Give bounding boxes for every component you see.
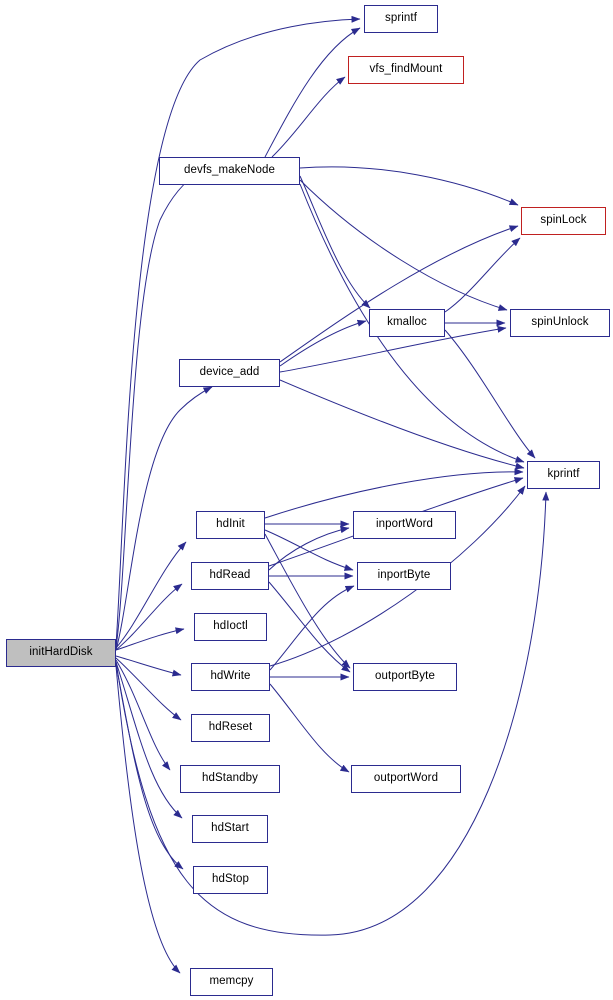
edge-kmalloc-spinLock	[445, 238, 520, 312]
node-hdWrite[interactable]: hdWrite	[191, 663, 270, 691]
node-hdStandby[interactable]: hdStandby	[180, 765, 280, 793]
node-hdStop[interactable]: hdStop	[193, 866, 268, 894]
edge-devfsMakeNode-sprintf	[265, 28, 360, 157]
node-hdRead[interactable]: hdRead	[191, 562, 269, 590]
node-outportByte[interactable]: outportByte	[353, 663, 457, 691]
edge-initHardDisk-hdRead	[116, 584, 182, 650]
node-kprintf[interactable]: kprintf	[527, 461, 600, 489]
edge-initHardDisk-hdStandby	[116, 660, 170, 770]
edge-hdWrite-inportByte	[270, 586, 354, 670]
edge-hdInit-outportByte	[265, 534, 350, 668]
node-sprintf[interactable]: sprintf	[364, 5, 438, 33]
node-hdInit[interactable]: hdInit	[196, 511, 265, 539]
edge-kmalloc-kprintf	[445, 330, 535, 458]
edge-initHardDisk-devfsMakeNode	[116, 172, 200, 648]
edge-hdRead-outportByte	[269, 582, 350, 672]
node-inportByte[interactable]: inportByte	[357, 562, 451, 590]
node-device-add[interactable]: device_add	[179, 359, 280, 387]
edge-initHardDisk-memcpy	[116, 666, 180, 973]
edge-deviceAdd-kmalloc	[280, 321, 366, 366]
edge-hdWrite-outportWord	[270, 684, 349, 772]
edge-initHardDisk-hdInit	[116, 542, 186, 648]
edge-initHardDisk-sprintf	[116, 19, 360, 645]
edge-deviceAdd-kprintf	[280, 380, 524, 468]
edge-devfsMakeNode-spinLock	[300, 167, 518, 205]
node-inportWord[interactable]: inportWord	[353, 511, 456, 539]
node-spinLock[interactable]: spinLock	[521, 207, 606, 235]
edge-devfsMakeNode-vfsFindMount	[272, 77, 345, 157]
edge-hdInit-inportByte	[265, 530, 353, 570]
node-hdStart[interactable]: hdStart	[192, 815, 268, 843]
edge-hdRead-inportWord	[269, 528, 349, 570]
edge-deviceAdd-spinLock	[280, 226, 518, 362]
edge-initHardDisk-hdWrite	[116, 656, 181, 675]
edge-devfsMakeNode-spinUnlock	[300, 180, 507, 310]
edge-initHardDisk-hdStart	[116, 662, 182, 818]
node-hdIoctl[interactable]: hdIoctl	[194, 613, 267, 641]
edge-initHardDisk-kprintf	[116, 492, 546, 935]
edge-initHardDisk-hdIoctl	[116, 629, 184, 650]
node-spinUnlock[interactable]: spinUnlock	[510, 309, 610, 337]
node-memcpy[interactable]: memcpy	[190, 968, 273, 996]
node-initHardDisk[interactable]: initHardDisk	[6, 639, 116, 667]
edge-initHardDisk-hdStop	[116, 664, 183, 869]
node-hdReset[interactable]: hdReset	[191, 714, 270, 742]
edge-devfsMakeNode-kmalloc	[300, 176, 370, 308]
edge-initHardDisk-hdReset	[116, 658, 181, 720]
node-devfs-makeNode[interactable]: devfs_makeNode	[159, 157, 300, 185]
node-kmalloc[interactable]: kmalloc	[369, 309, 445, 337]
node-vfs-findMount[interactable]: vfs_findMount	[348, 56, 464, 84]
node-outportWord[interactable]: outportWord	[351, 765, 461, 793]
